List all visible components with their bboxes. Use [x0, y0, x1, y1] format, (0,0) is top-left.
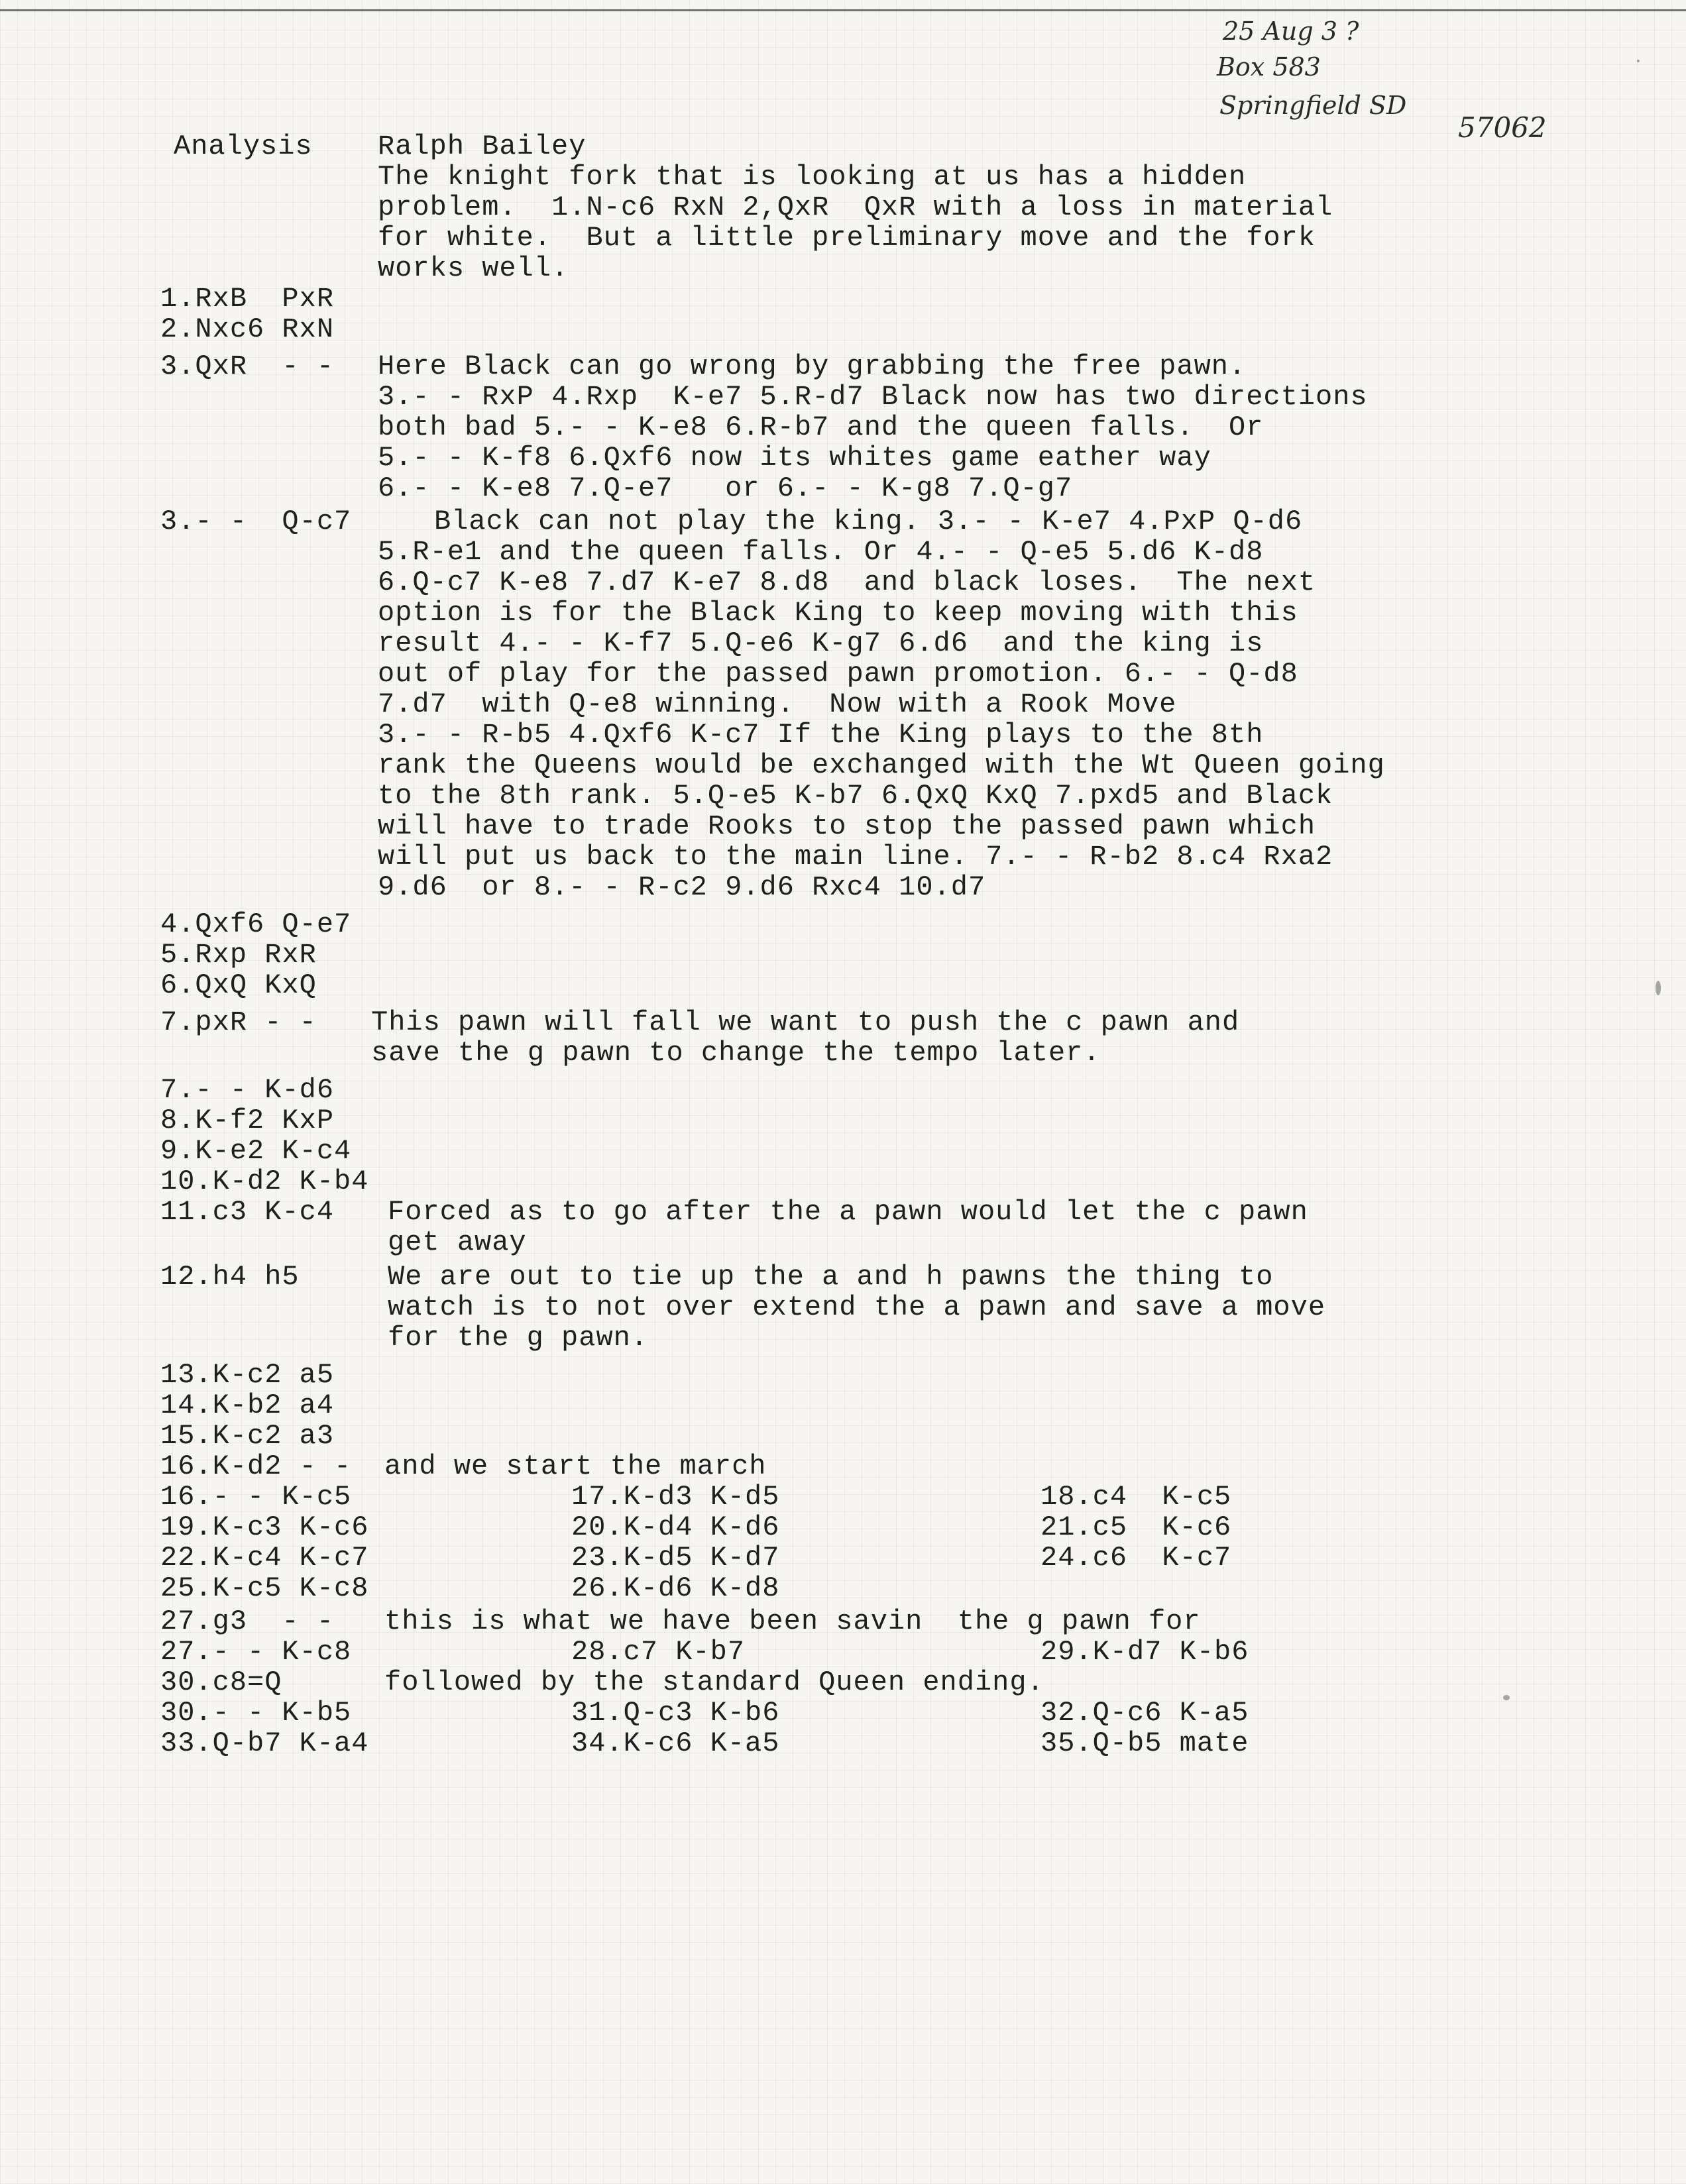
grid-move: 24.c6 K-c7 [1040, 1542, 1232, 1574]
grid-move: 30.- - K-b5 [160, 1697, 352, 1729]
move-3-label: 3.QxR - - [160, 351, 335, 382]
move-line: 4.Qxf6 Q-e7 [160, 908, 352, 940]
grid-move: 25.K-c5 K-c8 [160, 1572, 369, 1604]
handwritten-date: 25 Aug 3 ? [1223, 17, 1359, 46]
move-3b-note-line: 7.d7 with Q-e8 winning. Now with a Rook Move [378, 688, 1177, 720]
move-line: 9.K-e2 K-c4 [160, 1135, 352, 1167]
grid-move: 32.Q-c6 K-a5 [1040, 1697, 1249, 1729]
move-3b-note-line: to the 8th rank. 5.Q-e5 K-b7 6.QxQ KxQ 7.pxd5 and Black [378, 780, 1333, 812]
move-12-note-line: We are out to tie up the a and h pawns the thing to [388, 1261, 1274, 1293]
move-line: 13.K-c2 a5 [160, 1359, 335, 1391]
intro-line-4: works well. [378, 252, 569, 284]
move-11-note-line: get away [388, 1227, 527, 1258]
scan-mark [1656, 981, 1661, 995]
move-3b-note-line: Black can not play the king. 3.- - K-e7 4.PxP Q-d6 [434, 506, 1303, 537]
move-3b-note-line: out of play for the passed pawn promotion. 6.- - Q-d8 [378, 658, 1298, 690]
move-3-note-line: 6.- - K-e8 7.Q-e7 or 6.- - K-g8 7.Q-g7 [378, 472, 1073, 504]
move-12-label: 12.h4 h5 [160, 1261, 300, 1293]
scan-mark [1503, 1695, 1510, 1700]
move-11-label: 11.c3 K-c4 [160, 1196, 335, 1228]
move-3b-note-line: will put us back to the main line. 7.- - R-b2 8.c4 Rxa2 [378, 841, 1333, 873]
move-3b-note-line: result 4.- - K-f7 5.Q-e6 K-g7 6.d6 and the king is [378, 628, 1264, 659]
scan-mark [1637, 60, 1640, 62]
move-3b-note-line: rank the Queens would be exchanged with the Wt Queen going [378, 749, 1385, 781]
move-12-note-line: watch is to not over extend the a pawn and save a move [388, 1291, 1326, 1323]
move-30-note: followed by the standard Queen ending. [384, 1666, 1044, 1698]
move-3-note-line: 5.- - K-f8 6.Qxf6 now its whites game eather way [378, 442, 1211, 474]
grid-move: 19.K-c3 K-c6 [160, 1511, 369, 1543]
move-7-note-line: save the g pawn to change the tempo later. [371, 1037, 1101, 1069]
move-30-label: 30.c8=Q [160, 1666, 282, 1698]
grid-move: 18.c4 K-c5 [1040, 1481, 1232, 1513]
grid-move: 16.- - K-c5 [160, 1481, 352, 1513]
grid-move: 28.c7 K-b7 [571, 1636, 746, 1668]
move-3-note-line: 3.- - RxP 4.Rxp K-e7 5.R-d7 Black now has two directions [378, 381, 1368, 413]
move-line: 8.K-f2 KxP [160, 1105, 335, 1136]
move-3b-note-line: will have to trade Rooks to stop the passed pawn which [378, 810, 1316, 842]
move-16-note: and we start the march [384, 1450, 767, 1482]
move-line: 2.Nxc6 RxN [160, 313, 335, 345]
grid-move: 29.K-d7 K-b6 [1040, 1636, 1249, 1668]
grid-move: 34.K-c6 K-a5 [571, 1727, 780, 1759]
move-7-label: 7.pxR - - [160, 1007, 317, 1038]
move-line: 1.RxB PxR [160, 283, 335, 315]
grid-move: 23.K-d5 K-d7 [571, 1542, 780, 1574]
move-line: 6.QxQ KxQ [160, 969, 317, 1001]
move-line: 14.K-b2 a4 [160, 1390, 335, 1421]
move-line: 5.Rxp RxR [160, 939, 317, 971]
analysis-label: Analysis [174, 131, 313, 162]
handwritten-zip: 57062 [1458, 111, 1547, 144]
move-27-note: this is what we have been savin the g pawn for [384, 1606, 1201, 1637]
intro-line-3: for white. But a little preliminary move and the fork [378, 222, 1316, 254]
move-27-label: 27.g3 - - [160, 1606, 335, 1637]
move-7-note-line: This pawn will fall we want to push the c pawn and [371, 1007, 1240, 1038]
move-3b-note-line: option is for the Black King to keep moving with this [378, 597, 1298, 629]
move-3b-label: 3.- - Q-c7 [160, 506, 352, 537]
grid-move: 17.K-d3 K-d5 [571, 1481, 780, 1513]
grid-move: 22.K-c4 K-c7 [160, 1542, 369, 1574]
move-line: 7.- - K-d6 [160, 1074, 335, 1106]
move-3b-note-line: 6.Q-c7 K-e8 7.d7 K-e7 8.d8 and black loses. The next [378, 567, 1316, 598]
author-name: Ralph Bailey [378, 131, 587, 162]
intro-line-1: The knight fork that is looking at us has a hidden [378, 161, 1247, 193]
intro-line-2: problem. 1.N-c6 RxN 2,QxR QxR with a loss in material [378, 191, 1333, 223]
move-line: 10.K-d2 K-b4 [160, 1166, 369, 1197]
grid-move: 26.K-d6 K-d8 [571, 1572, 780, 1604]
move-3-note-line: both bad 5.- - K-e8 6.R-b7 and the queen falls. Or [378, 411, 1264, 443]
move-3-note-line: Here Black can go wrong by grabbing the free pawn. [378, 351, 1247, 382]
handwritten-city: Springfield SD [1219, 91, 1407, 120]
grid-move: 20.K-d4 K-d6 [571, 1511, 780, 1543]
move-3b-note-line: 5.R-e1 and the queen falls. Or 4.- - Q-e5 5.d6 K-d8 [378, 536, 1264, 568]
grid-move: 33.Q-b7 K-a4 [160, 1727, 369, 1759]
move-line: 15.K-c2 a3 [160, 1420, 335, 1452]
move-16-label: 16.K-d2 - - [160, 1450, 352, 1482]
grid-move: 31.Q-c3 K-b6 [571, 1697, 780, 1729]
move-11-note-line: Forced as to go after the a pawn would let the c pawn [388, 1196, 1308, 1228]
handwritten-box: Box 583 [1217, 52, 1321, 82]
top-edge-line [0, 9, 1686, 11]
grid-move: 21.c5 K-c6 [1040, 1511, 1232, 1543]
grid-move: 27.- - K-c8 [160, 1636, 352, 1668]
grid-move: 35.Q-b5 mate [1040, 1727, 1249, 1759]
move-3b-note-line: 3.- - R-b5 4.Qxf6 K-c7 If the King plays to the 8th [378, 719, 1264, 751]
move-12-note-line: for the g pawn. [388, 1322, 649, 1354]
move-3b-note-line: 9.d6 or 8.- - R-c2 9.d6 Rxc4 10.d7 [378, 871, 986, 903]
